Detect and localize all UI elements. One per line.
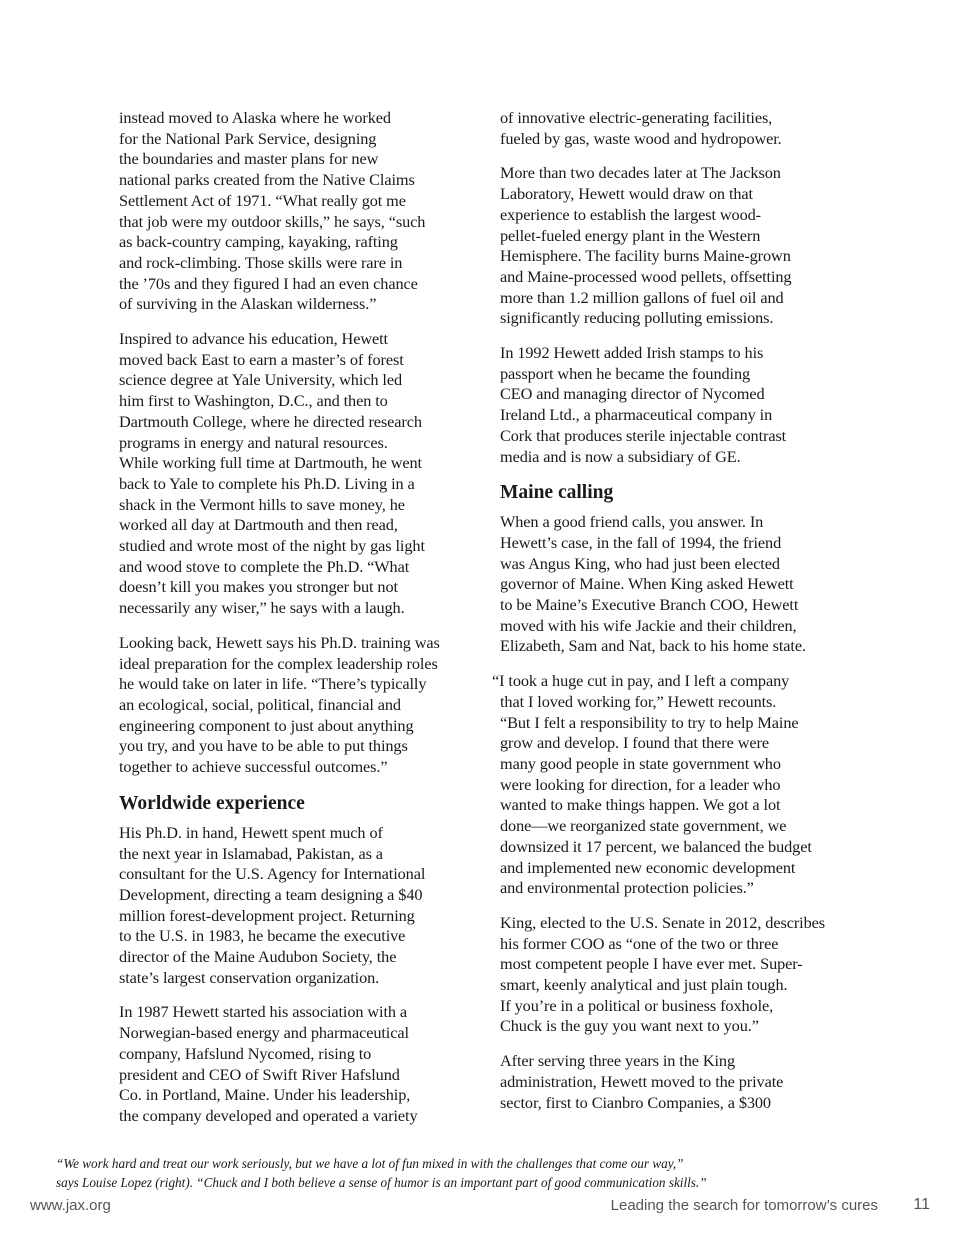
section-heading-worldwide-experience: Worldwide experience: [119, 792, 305, 814]
right-paragraph-4: When a good friend calls, you answer. In Hewett’s case, in the fall of 1994, the friend was Angus King, who had just been elected governor of Maine. When King asked Hewett to be Maine’s Executive Branch COO, Hewett moved with his wife Jackie and their children, Elizabeth, Sam and Nat, back to his home state.: [500, 512, 806, 656]
right-paragraph-1: of innovative electric-generating facilities, fueled by gas, waste wood and hydropower.: [500, 108, 782, 148]
right-paragraph-quote: “I took a huge cut in pay, and I left a company that I loved working for,” Hewett recounts. “But I felt a responsibility to try to help Maine grow and develop. I found that there were many good people in state government who were looking for direction, for a leader who wanted to make things happen. We got a lot done—we reorganized state government, we downsized it 17 percent, we balanced the budget and implemented new economic development and environmental protection policies.”: [492, 671, 812, 898]
left-paragraph-1: instead moved to Alaska where he worked for the National Park Service, designing the boundaries and master plans for new national parks created from the Native Claims Settlement Act of 1971. “What really got me that job were my outdoor skills,” he says, “such as back-country camping, kayaking, rafting and rock-climbing. Those skills were rare in the ’70s and they figured I had an even chance of surviving in the Alaskan wilderness.”: [119, 108, 426, 314]
left-paragraph-4: His Ph.D. in hand, Hewett spent much of the next year in Islamabad, Pakistan, as a consultant for the U.S. Agency for International Development, directing a team designing a $40 million forest-development project. Returning to the U.S. in 1983, he became the executive director of the Maine Audubon Society, the state’s largest conservation organization.: [119, 822, 426, 987]
right-paragraph-2: More than two decades later at The Jackson Laboratory, Hewett would draw on that experience to establish the largest wood- pellet-fueled energy plant in the Western Hemisphere. The facility burns Maine-grown and Maine-processed wood pellets, offsetting more than 1.2 million gallons of fuel oil and significantly reducing polluting emissions.: [500, 163, 792, 328]
left-paragraph-2: Inspired to advance his education, Hewett moved back East to earn a master’s of forest science degree at Yale University, which led him first to Washington, D.C., and then to Dartmouth College, where he directed research programs in energy and natural resources. While working full time at Dartmouth, he went back to Yale to complete his Ph.D. Living in a shack in the Vermont hills to save money, he worked all day at Dartmouth and then read, studied and wrote most of the night by gas light and wood stove to complete the Ph.D. “What doesn’t kill you makes you stronger but not necessarily any wiser,” he says with a laugh.: [119, 329, 425, 618]
left-paragraph-5: In 1987 Hewett started his association with a Norwegian-based energy and pharmaceutical company, Hafslund Nycomed, rising to president and CEO of Swift River Hafslund Co. in Portland, Maine. Under his leadership, the company developed and operated a variety: [119, 1002, 418, 1125]
page-number: 11: [913, 1196, 930, 1213]
left-paragraph-3: Looking back, Hewett says his Ph.D. training was ideal preparation for the complex leadership roles he would take on later in life. “There’s typically an ecological, social, political, financial and engineering component to just about anything you try, and you have to be able to put things together to achieve successful outcomes.”: [119, 632, 440, 777]
section-heading-maine-calling: Maine calling: [500, 482, 614, 504]
left-column: [119, 108, 467, 1141]
right-column: [492, 108, 848, 1127]
photo-caption: “We work hard and treat our work seriously, but we have a lot of fun mixed in with the challenges that come our way,” says Louise Lopez (right). “Chuck and I both believe a sense of humor is an important part of good communication skills.”: [56, 1156, 707, 1190]
footer-url: www.jax.org: [30, 1197, 111, 1214]
right-paragraph-3: In 1992 Hewett added Irish stamps to his passport when he became the founding CEO and managing director of Nycomed Ireland Ltd., a pharmaceutical company in Cork that produces sterile injectable contrast media and is now a subsidiary of GE.: [500, 343, 787, 466]
footer-tagline: Leading the search for tomorrow’s cures: [610, 1197, 878, 1214]
right-paragraph-7: After serving three years in the King administration, Hewett moved to the private sector, first to Cianbro Companies, a $300: [500, 1051, 784, 1112]
right-paragraph-6: King, elected to the U.S. Senate in 2012, describes his former COO as “one of the two or three most competent people I have ever met. Super- smart, keenly analytical and just plain tough. If you’re in a political or business foxhole, Chuck is the guy you want next to you.”: [500, 912, 825, 1036]
